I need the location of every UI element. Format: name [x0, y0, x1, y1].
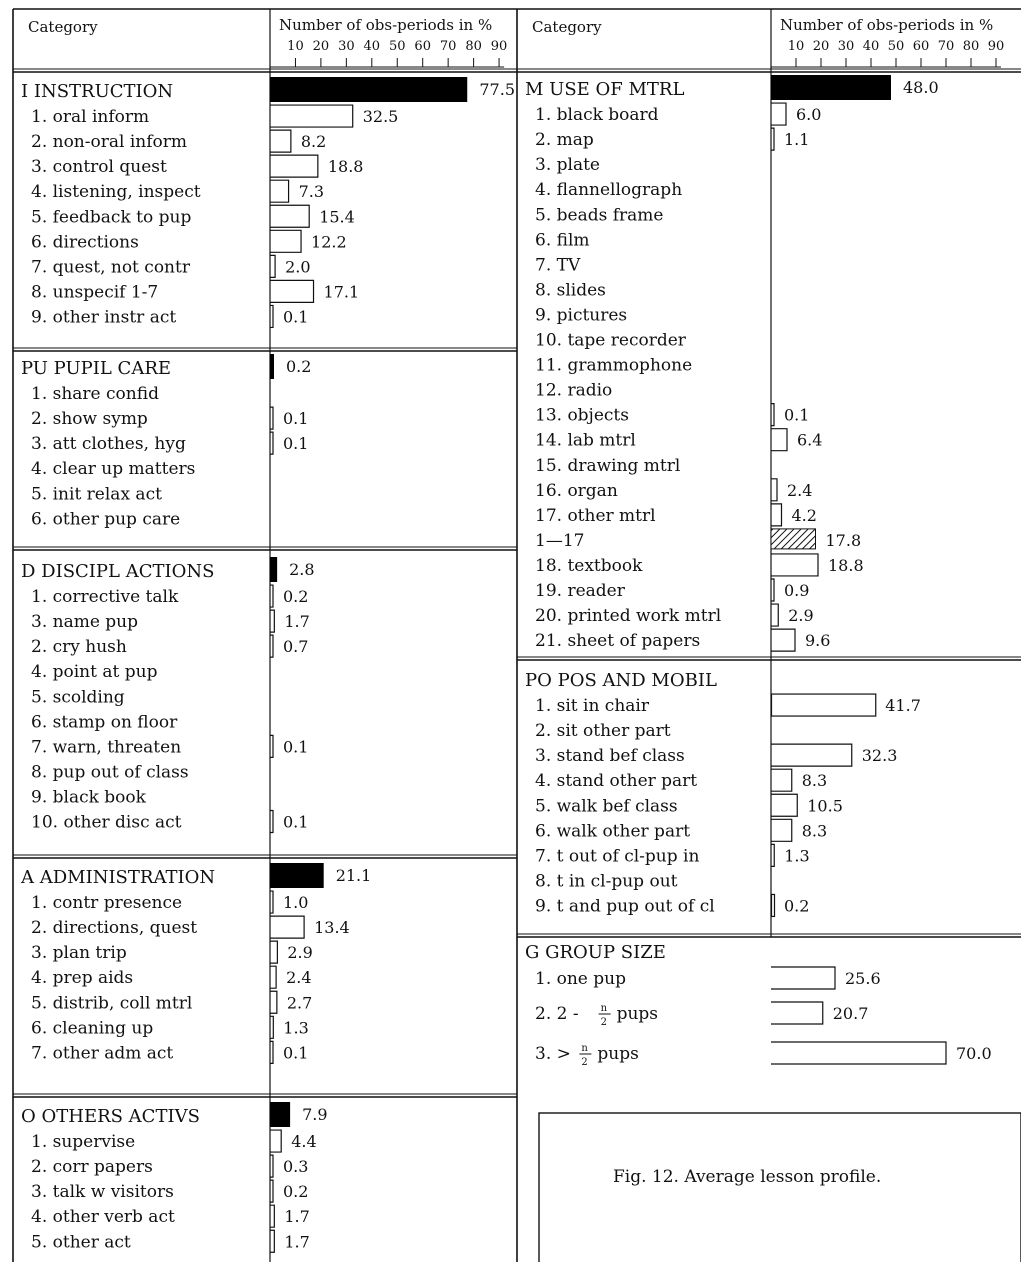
item-value-m-use-of-mtrl-20-printed-work-mtrl: 2.9 [788, 606, 814, 626]
item-value-m-use-of-mtrl-13-objects: 0.1 [784, 405, 810, 425]
item-suffix-g-group-size-3: pups [597, 1044, 639, 1064]
item-label-i-instruction-2-non-oral-inform: 2. non-oral inform [31, 132, 187, 153]
item-value-a-administration-2-directions-quest: 13.4 [314, 918, 350, 938]
item-label-a-administration-2-directions-quest: 2. directions, quest [31, 918, 198, 939]
item-bar-i-instruction-6-directions [270, 230, 301, 252]
item-label-o-others-activs-3-talk-w-visitors: 3. talk w visitors [31, 1182, 174, 1203]
tick-label-1-60: 60 [912, 39, 930, 54]
group-bar-o-others-activs [270, 1102, 290, 1127]
item-value-d-discipl-actions-3-name-pup: 1.7 [284, 612, 310, 632]
item-label-m-use-of-mtrl-10-tape-recorder: 10. tape recorder [535, 330, 686, 351]
item-label-g-group-size-1-one-pup: 1. one pup [535, 969, 626, 989]
item-label-i-instruction-7-quest-not-contr: 7. quest, not contr [31, 257, 190, 278]
item-value-o-others-activs-5-other-act: 1.7 [284, 1232, 310, 1252]
item-value-d-discipl-actions-7-warn-threaten: 0.1 [283, 737, 309, 757]
header-values-1: Number of obs-periods in % [780, 16, 994, 34]
group-value-i-instruction: 77.5 [479, 80, 515, 99]
item-label-pu-pupil-care-2-show-symp: 2. show symp [31, 409, 148, 430]
item-value-g-group-size-3: 70.0 [956, 1044, 992, 1063]
item-value-m-use-of-mtrl-17-other-mtrl: 4.2 [791, 505, 817, 525]
tick-label-1-70: 70 [937, 39, 955, 54]
tick-label-1-10: 10 [787, 39, 805, 54]
item-label-g-group-size-3: 3. > [535, 1044, 571, 1064]
item-bar-o-others-activs-4-other-verb-act [270, 1205, 274, 1227]
item-label-m-use-of-mtrl-11-grammophone: 11. grammophone [535, 355, 693, 376]
item-label-i-instruction-4-listening-inspect: 4. listening, inspect [31, 182, 201, 203]
item-label-m-use-of-mtrl-15-drawing-mtrl: 15. drawing mtrl [535, 455, 681, 476]
tick-label-0-20: 20 [312, 39, 330, 54]
item-value-d-discipl-actions-1-corrective-talk: 0.2 [283, 587, 309, 607]
item-value-a-administration-4-prep-aids: 2.4 [286, 968, 312, 988]
tick-label-1-40: 40 [862, 39, 880, 54]
tick-label-0-40: 40 [363, 39, 381, 54]
item-bar-g-group-size-1-one-pup [771, 967, 835, 989]
tick-label-0-30: 30 [338, 39, 355, 54]
item-bar-m-use-of-mtrl-20-printed-work-mtrl [771, 604, 778, 626]
item-value-pu-pupil-care-2-show-symp: 0.1 [283, 409, 309, 429]
tick-label-1-20: 20 [812, 39, 830, 54]
item-bar-po-pos-and-mobil-5-walk-bef-class [771, 794, 797, 816]
group-value-d-discipl-actions: 2.8 [289, 560, 315, 579]
item-value-po-pos-and-mobil-9-t-and-pup-out-of-cl: 0.2 [784, 896, 810, 916]
item-label-po-pos-and-mobil-1-sit-in-chair: 1. sit in chair [535, 696, 649, 717]
item-label-d-discipl-actions-6-stamp-on-floor: 6. stamp on floor [31, 712, 178, 733]
item-label-po-pos-and-mobil-5-walk-bef-class: 5. walk bef class [535, 796, 678, 817]
fraction-num-g-group-size-3: n [581, 1043, 588, 1054]
item-label-d-discipl-actions-1-corrective-talk: 1. corrective talk [31, 587, 179, 608]
group-g-group-size [525, 942, 992, 1068]
item-value-m-use-of-mtrl-2-map: 1.1 [784, 130, 810, 150]
caption-frame [539, 1113, 1021, 1262]
item-label-m-use-of-mtrl-2-map: 2. map [535, 130, 594, 151]
group-m-use-of-mtrl [525, 75, 939, 651]
item-value-a-administration-1-contr-presence: 1.0 [283, 893, 309, 913]
item-bar-a-administration-4-prep-aids [270, 966, 276, 988]
item-suffix-g-group-size-2-2: pups [616, 1004, 659, 1024]
item-value-o-others-activs-1-supervise: 4.4 [291, 1132, 317, 1152]
header-values-0: Number of obs-periods in % [279, 16, 493, 34]
item-label-po-pos-and-mobil-9-t-and-pup-out-of-cl: 9. t and pup out of cl [535, 896, 715, 917]
item-value-m-use-of-mtrl-21-sheet-of-papers: 9.6 [805, 631, 831, 651]
item-value-po-pos-and-mobil-1-sit-in-chair: 41.7 [885, 696, 921, 716]
item-label-i-instruction-1-oral-inform: 1. oral inform [31, 107, 150, 128]
item-label-d-discipl-actions-3-name-pup: 3. name pup [31, 612, 139, 633]
item-label-pu-pupil-care-3-att-clothes-hyg: 3. att clothes, hyg [31, 434, 186, 455]
item-label-i-instruction-3-control-quest: 3. control quest [31, 157, 167, 178]
header-category-1: Category [532, 18, 602, 36]
item-bar-g-group-size-3 [771, 1042, 946, 1064]
item-bar-po-pos-and-mobil-9-t-and-pup-out-of-cl [772, 894, 775, 916]
group-label-a-administration: A ADMINISTRATION [21, 867, 216, 888]
item-bar-m-use-of-mtrl-18-textbook [771, 554, 818, 576]
figure-caption-box [539, 1113, 1021, 1262]
item-label-pu-pupil-care-5-init-relax-act: 5. init relax act [31, 484, 162, 505]
item-label-a-administration-5-distrib-coll-mtrl: 5. distrib, coll mtrl [31, 993, 193, 1014]
group-label-o-others-activs: O OTHERS ACTIVS [21, 1106, 200, 1127]
item-label-po-pos-and-mobil-4-stand-other-part: 4. stand other part [535, 771, 698, 792]
item-label-d-discipl-actions-4-point-at-pup: 4. point at pup [31, 662, 158, 683]
tick-label-1-30: 30 [837, 39, 855, 54]
tick-label-1-50: 50 [887, 39, 905, 54]
item-label-o-others-activs-4-other-verb-act: 4. other verb act [31, 1207, 175, 1228]
item-value-o-others-activs-3-talk-w-visitors: 0.2 [283, 1182, 309, 1202]
item-value-a-administration-7-other-adm-act: 0.1 [283, 1043, 309, 1063]
item-label-m-use-of-mtrl-12-radio: 12. radio [535, 380, 613, 401]
item-value-a-administration-5-distrib-coll-mtrl: 2.7 [286, 993, 313, 1013]
header-category-0: Category [28, 18, 98, 36]
group-bar-pu-pupil-care [270, 354, 274, 379]
item-label-po-pos-and-mobil-7-t-out-of-cl-pup-in: 7. t out of cl-pup in [535, 846, 700, 867]
item-bar-i-instruction-1-oral-inform [270, 105, 353, 127]
item-value-i-instruction-5-feedback-to-pup: 15.4 [319, 207, 355, 227]
item-label-i-instruction-8-unspecif-1-7: 8. unspecif 1-7 [31, 282, 159, 303]
item-label-m-use-of-mtrl-19-reader: 19. reader [535, 581, 625, 601]
group-i-instruction [21, 77, 515, 327]
item-label-m-use-of-mtrl-1-17: 1—17 [535, 530, 585, 551]
chart-rows [20, 75, 992, 1252]
item-bar-m-use-of-mtrl-14-lab-mtrl [771, 429, 787, 451]
item-label-i-instruction-5-feedback-to-pup: 5. feedback to pup [31, 207, 192, 228]
item-bar-a-administration-2-directions-quest [270, 916, 304, 938]
group-label-po-pos-and-mobil: PO POS AND MOBIL [525, 670, 717, 691]
item-value-po-pos-and-mobil-6-walk-other-part: 8.3 [801, 821, 828, 841]
group-o-others-activs [21, 1102, 328, 1252]
item-label-m-use-of-mtrl-6-film: 6. film [535, 230, 590, 251]
item-bar-o-others-activs-1-supervise [270, 1130, 281, 1152]
item-label-po-pos-and-mobil-2-sit-other-part: 2. sit other part [535, 721, 671, 742]
item-value-po-pos-and-mobil-7-t-out-of-cl-pup-in: 1.3 [784, 846, 810, 866]
item-label-o-others-activs-1-supervise: 1. supervise [31, 1132, 136, 1153]
item-label-po-pos-and-mobil-3-stand-bef-class: 3. stand bef class [535, 746, 685, 767]
figure-caption: Fig. 12. Average lesson profile. [613, 1167, 882, 1187]
group-label-m-use-of-mtrl: M USE OF MTRL [525, 79, 685, 100]
item-bar-m-use-of-mtrl-21-sheet-of-papers [771, 629, 795, 651]
item-label-m-use-of-mtrl-21-sheet-of-papers: 21. sheet of papers [535, 631, 701, 652]
item-bar-i-instruction-2-non-oral-inform [270, 130, 291, 152]
item-label-m-use-of-mtrl-13-objects: 13. objects [535, 405, 629, 426]
item-bar-m-use-of-mtrl-16-organ [771, 479, 777, 501]
item-label-m-use-of-mtrl-20-printed-work-mtrl: 20. printed work mtrl [535, 606, 722, 627]
item-value-i-instruction-3-control-quest: 18.8 [327, 157, 364, 177]
item-label-a-administration-3-plan-trip: 3. plan trip [31, 943, 127, 964]
item-bar-m-use-of-mtrl-17-other-mtrl [771, 504, 782, 526]
item-label-po-pos-and-mobil-6-walk-other-part: 6. walk other part [535, 821, 691, 842]
item-label-m-use-of-mtrl-9-pictures: 9. pictures [535, 305, 628, 326]
item-label-a-administration-7-other-adm-act: 7. other adm act [31, 1043, 174, 1064]
item-value-m-use-of-mtrl-1-black-board: 6.0 [796, 105, 822, 125]
tick-label-0-60: 60 [414, 39, 431, 54]
item-value-d-discipl-actions-10-other-disc-act: 0.1 [283, 812, 309, 832]
group-value-a-administration: 21.1 [335, 866, 372, 885]
item-value-g-group-size-2-2: 20.7 [832, 1004, 869, 1023]
item-bar-po-pos-and-mobil-6-walk-other-part [771, 819, 792, 841]
item-label-a-administration-6-cleaning-up: 6. cleaning up [31, 1018, 154, 1039]
tick-label-0-50: 50 [388, 39, 406, 54]
item-label-g-group-size-2-2: 2. 2 - [535, 1004, 579, 1024]
group-bar-m-use-of-mtrl [771, 75, 891, 100]
item-label-a-administration-1-contr-presence: 1. contr presence [31, 893, 183, 914]
item-value-i-instruction-1-oral-inform: 32.5 [362, 107, 399, 127]
item-label-i-instruction-6-directions: 6. directions [31, 232, 139, 253]
item-bar-g-group-size-2-2 [771, 1002, 823, 1024]
item-label-m-use-of-mtrl-17-other-mtrl: 17. other mtrl [535, 505, 656, 526]
group-bar-a-administration [270, 863, 324, 888]
item-label-m-use-of-mtrl-3-plate: 3. plate [535, 155, 600, 176]
item-value-i-instruction-9-other-instr-act: 0.1 [283, 307, 309, 327]
item-label-pu-pupil-care-6-other-pup-care: 6. other pup care [31, 509, 181, 530]
item-value-pu-pupil-care-3-att-clothes-hyg: 0.1 [283, 434, 309, 454]
item-bar-a-administration-5-distrib-coll-mtrl [270, 991, 277, 1013]
item-value-i-instruction-7-quest-not-contr: 2.0 [285, 257, 311, 277]
item-bar-i-instruction-5-feedback-to-pup [270, 205, 309, 227]
item-label-m-use-of-mtrl-1-black-board: 1. black board [535, 105, 659, 126]
item-value-po-pos-and-mobil-5-walk-bef-class: 10.5 [807, 796, 843, 816]
group-value-m-use-of-mtrl: 48.0 [903, 78, 939, 97]
item-bar-m-use-of-mtrl-1-17 [771, 529, 816, 549]
group-label-d-discipl-actions: D DISCIPL ACTIONS [21, 561, 215, 582]
item-value-i-instruction-8-unspecif-1-7: 17.1 [323, 282, 360, 302]
item-bar-a-administration-3-plan-trip [270, 941, 277, 963]
item-label-m-use-of-mtrl-8-slides: 8. slides [535, 280, 606, 301]
item-label-m-use-of-mtrl-16-organ: 16. organ [535, 480, 618, 501]
item-bar-po-pos-and-mobil-1-sit-in-chair [772, 694, 876, 716]
item-label-d-discipl-actions-2-cry-hush: 2. cry hush [31, 637, 127, 658]
item-value-a-administration-6-cleaning-up: 1.3 [283, 1018, 309, 1038]
group-po-pos-and-mobil [525, 670, 921, 916]
item-value-m-use-of-mtrl-16-organ: 2.4 [787, 480, 813, 500]
item-label-d-discipl-actions-10-other-disc-act: 10. other disc act [31, 812, 182, 833]
group-label-i-instruction: I INSTRUCTION [21, 81, 174, 102]
item-label-o-others-activs-2-corr-papers: 2. corr papers [31, 1157, 153, 1178]
item-label-m-use-of-mtrl-14-lab-mtrl: 14. lab mtrl [535, 430, 636, 451]
item-label-m-use-of-mtrl-7-tv: 7. TV [535, 255, 581, 276]
group-label-pu-pupil-care: PU PUPIL CARE [21, 358, 172, 379]
item-value-d-discipl-actions-2-cry-hush: 0.7 [283, 637, 309, 657]
item-value-po-pos-and-mobil-4-stand-other-part: 8.3 [801, 771, 828, 791]
item-bar-i-instruction-7-quest-not-contr [270, 255, 275, 277]
item-label-a-administration-4-prep-aids: 4. prep aids [31, 968, 134, 989]
item-value-i-instruction-2-non-oral-inform: 8.2 [300, 132, 327, 152]
item-value-m-use-of-mtrl-19-reader: 0.9 [784, 581, 810, 600]
item-value-m-use-of-mtrl-18-textbook: 18.8 [828, 555, 864, 575]
item-label-o-others-activs-5-other-act: 5. other act [31, 1232, 131, 1253]
item-label-d-discipl-actions-8-pup-out-of-class: 8. pup out of class [31, 762, 189, 783]
tick-label-0-10: 10 [287, 39, 304, 54]
item-value-i-instruction-4-listening-inspect: 7.3 [298, 182, 325, 202]
item-value-a-administration-3-plan-trip: 2.9 [287, 943, 313, 963]
item-bar-po-pos-and-mobil-4-stand-other-part [771, 769, 792, 791]
item-label-pu-pupil-care-4-clear-up-matters: 4. clear up matters [31, 459, 196, 480]
item-bar-po-pos-and-mobil-3-stand-bef-class [771, 744, 852, 766]
item-value-po-pos-and-mobil-3-stand-bef-class: 32.3 [861, 746, 898, 766]
item-label-pu-pupil-care-1-share-confid: 1. share confid [31, 384, 159, 405]
item-bar-i-instruction-3-control-quest [270, 155, 318, 177]
group-bar-d-discipl-actions [270, 557, 277, 582]
group-value-o-others-activs: 7.9 [302, 1105, 328, 1124]
item-bar-i-instruction-4-listening-inspect [270, 180, 289, 202]
group-label-g-group-size: G GROUP SIZE [525, 942, 666, 963]
item-value-m-use-of-mtrl-1-17: 17.8 [825, 530, 862, 550]
group-a-administration [20, 863, 371, 1063]
item-label-d-discipl-actions-7-warn-threaten: 7. warn, threaten [31, 737, 182, 758]
tick-label-1-90: 90 [987, 39, 1005, 54]
fraction-den-g-group-size-2-2: 2 [600, 1017, 607, 1028]
tick-label-0-90: 90 [490, 39, 508, 54]
tick-label-0-80: 80 [465, 39, 482, 54]
item-label-po-pos-and-mobil-8-t-in-cl-pup-out: 8. t in cl-pup out [535, 871, 678, 892]
item-bar-i-instruction-8-unspecif-1-7 [270, 280, 314, 302]
item-label-i-instruction-9-other-instr-act: 9. other instr act [31, 307, 177, 328]
item-label-d-discipl-actions-9-black-book: 9. black book [31, 787, 146, 808]
tick-label-1-80: 80 [962, 39, 980, 54]
item-label-m-use-of-mtrl-18-textbook: 18. textbook [535, 555, 643, 576]
group-value-pu-pupil-care: 0.2 [286, 357, 312, 376]
group-bar-i-instruction [270, 77, 467, 102]
item-value-m-use-of-mtrl-14-lab-mtrl: 6.4 [797, 430, 823, 450]
item-label-d-discipl-actions-5-scolding: 5. scolding [31, 687, 125, 708]
item-value-o-others-activs-4-other-verb-act: 1.7 [284, 1207, 310, 1227]
fraction-num-g-group-size-2-2: n [600, 1003, 608, 1014]
group-pu-pupil-care [21, 354, 311, 529]
column-headers [28, 16, 1004, 67]
item-label-m-use-of-mtrl-5-beads-frame: 5. beads frame [535, 205, 664, 226]
item-bar-o-others-activs-5-other-act [270, 1230, 274, 1252]
tick-label-0-70: 70 [439, 39, 457, 54]
item-value-g-group-size-1-one-pup: 25.6 [845, 969, 881, 988]
item-label-m-use-of-mtrl-4-flannellograph: 4. flannellograph [535, 180, 683, 201]
item-bar-m-use-of-mtrl-1-black-board [771, 103, 786, 125]
item-value-i-instruction-6-directions: 12.2 [311, 232, 347, 252]
item-bar-d-discipl-actions-3-name-pup [270, 610, 274, 632]
fraction-den-g-group-size-3: 2 [581, 1057, 588, 1068]
item-value-o-others-activs-2-corr-papers: 0.3 [283, 1157, 309, 1177]
